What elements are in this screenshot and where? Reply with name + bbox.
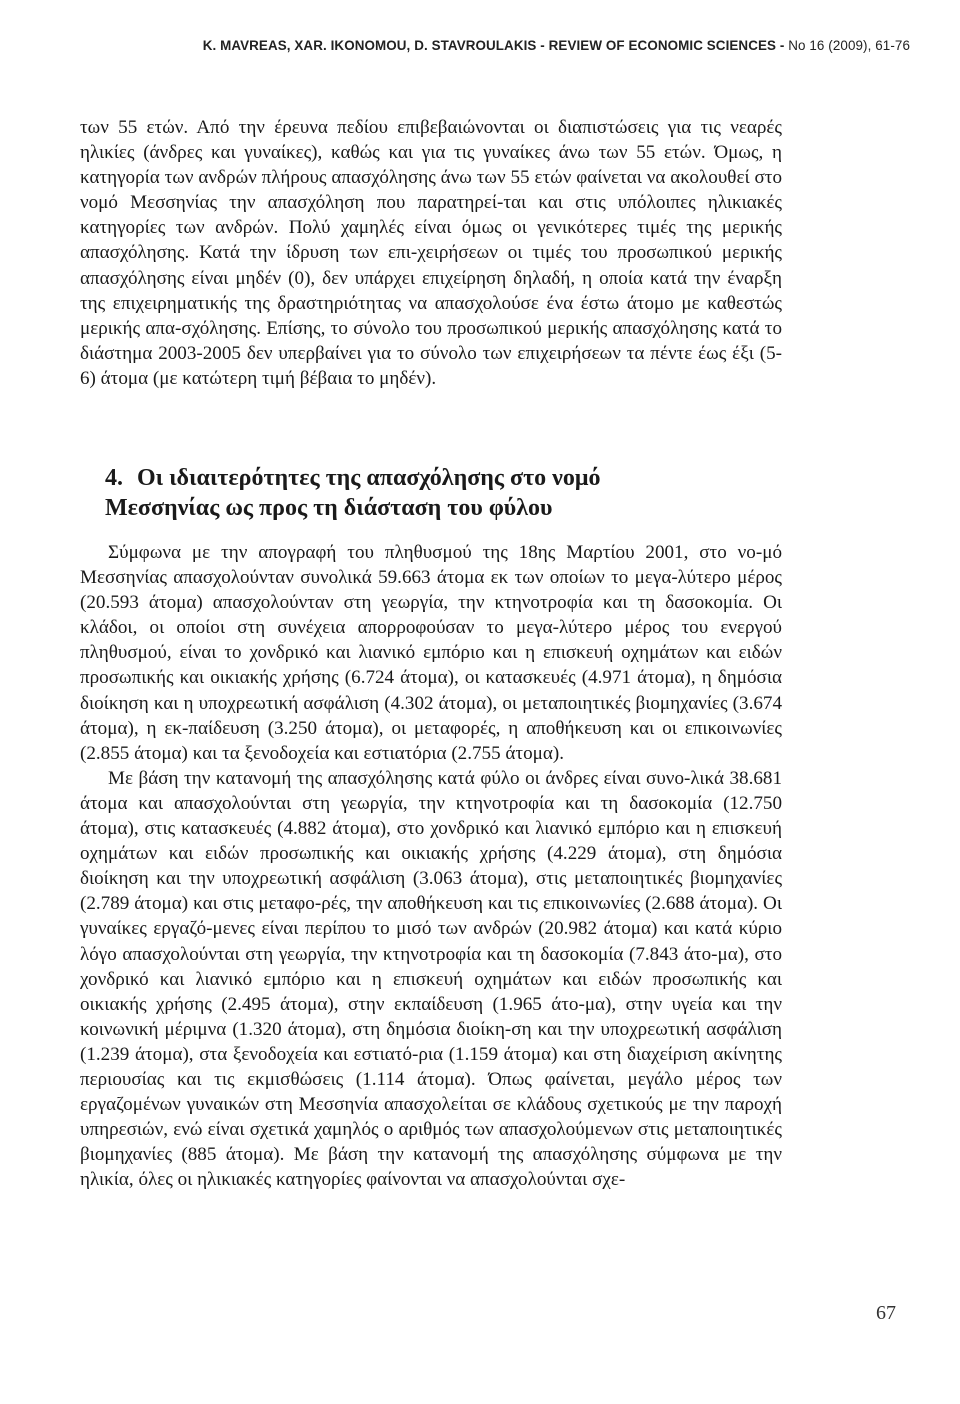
running-header-title: K. MAVREAS, XAR. IKONOMOU, D. STAVROULAKIS - REVIEW OF ECONOMIC SCIENCES - [202,38,789,53]
paragraph: των 55 ετών. Από την έρευνα πεδίου επιβεβαιώνονται οι διαπιστώσεις για τις νεαρές ηλικίες (άνδρες και γυναίκες), καθώς και για τις γυναίκες άνω των 55 ετών. Όμως, η κατηγορία των ανδρών πλήρους απασχόλησης άνω των 55 ετών φαίνεται να ακολουθεί στο νομό Μεσσηνίας την απασχόληση που παρατηρεί-ται και στις υπόλοιπες ηλικιακές κατηγορίες των ανδρών. Πολύ χαμηλές είναι όμως οι γενικότερες τιμές της μερικής απασχόλησης. Κατά την ίδρυση των επι-χειρήσεων οι τιμές του προσωπικού μερικής απασχόλησης είναι μηδέν (0), δεν υπάρχει επιχείρηση δηλαδή, η οποία κατά την έναρξη της επιχειρηματικής της δραστηριότητας να απασχολούσε ένα έστω άτομο με καθεστώς μερικής απα-σχόλησης. Επίσης, το σύνολο του προσωπικού μερικής απασχόλησης κατά το διάστημα 2003-2005 δεν υπερβαίνει για το σύνολο των επιχειρήσεων τα πέντε έως έξι (5-6) άτομα (με κατώτερη τιμή βέβαια το μηδέν). [80,117,782,389]
running-header [170,38,910,53]
paragraph: Με βάση την κατανομή της απασχόλησης κατά φύλο οι άνδρες είναι συνο-λικά 38.681 άτομα και απασχολούνται στη γεωργία, την κτηνοτροφία και τη δασοκομία (12.750 άτομα), στις κατασκευές (4.882 άτομα), στο χονδρικό και λιανικό εμπόριο και η επισκευή οχημάτων και ειδών προσωπικής και οικιακής χρήσης (4.229 άτομα), στη δημόσια διοίκηση και την υποχρεωτική ασφάλιση (3.063 άτομα), στις μεταποιητικές βιομηχανίες (2.789 άτομα) και στις μεταφο-ρές, την αποθήκευση και τις επικοινωνίες (2.688 άτομα). Οι γυναίκες εργαζό-μενες είναι περίπου το μισό των ανδρών (20.982 άτομα) και κατά κύριο λόγο απασχολούνται στη γεωργία, την κτηνοτροφία και τη δασοκομία (7.843 άτο-μα), στο χονδρικό και λιανικό εμπόριο και η επισκευή οχημάτων και ειδών προσωπικής και οικιακής χρήσης (2.495 άτομα), στην εκπαίδευση (1.965 άτο-μα), στην υγεία και την κοινωνική μέριμνα (1.320 άτομα), στη δημόσια διοίκη-ση και την υποχρεωτική ασφάλιση (1.239 άτομα), στα ξενοδοχεία και εστιατό-ρια (1.159 άτομα) και στη διαχείριση ακίνητης περιουσίας και τις εκμισθώσεις (1.114 άτομα). Όπως φαίνεται, μεγάλο μέρος των εργαζομένων γυναικών στη Μεσσηνία απασχολείται σε κλάδους σχετικούς με την παροχή υπηρεσιών, ενώ είναι σχετικά χαμηλός ο αριθμός των απασχολούμενων στις μεταποιητικές βιομηχανίες (885 άτομα). Με βάση την κατανομή της απασχόλησης σύμφωνα με την ηλικία, όλες οι ηλικιακές κατηγορίες φαίνονται να απασχολούνται σχε- [80,767,782,1191]
running-header-issue: No 16 (2009), 61-76 [788,38,910,53]
section-number: 4. [105,465,123,491]
section-title-line2: Μεσσηνίας ως προς τη διάσταση του φύλου [105,495,553,521]
paragraph: Σύμφωνα με την απογραφή του πληθυσμού της 18ης Μαρτίου 2001, στο νο-μό Μεσσηνίας απασχολούνταν συνολικά 59.663 άτομα εκ των οποίων το μεγα-λύτερο μέρος (20.593 άτομα) απασχολούνταν στη γεωργία, την κτηνοτροφία και τη δασοκομία. Οι κλάδοι, οι οποίοι στη συνέχεια απορροφούσαν το μεγα-λύτερο μέρος του ενεργού πληθυσμού, είναι το χονδρικό και λιανικό εμπόριο και η επισκευή οχημάτων και ειδών προσωπικής και οικιακής χρήσης (6.724 άτομα), οι κατασκευές (4.971 άτομα), η δημόσια διοίκηση και η υποχρεωτική ασφάλιση (4.302 άτομα), οι μεταποιητικές βιομηχανίες (3.674 άτομα), η εκ-παίδευση (3.250 άτομα), οι μεταφορές, η αποθήκευση και οι επικοινωνίες (2.855 άτομα) και τα ξενοδοχεία και εστιατόρια (2.755 άτομα). [80,542,782,764]
body-text-top [80,115,782,391]
body-text-bottom [80,540,782,1192]
section-heading [105,463,785,523]
page-number: 67 [876,1302,896,1324]
section-title-line1: Οι ιδιαιτερότητες της απασχόλησης στο νομό [137,465,601,491]
